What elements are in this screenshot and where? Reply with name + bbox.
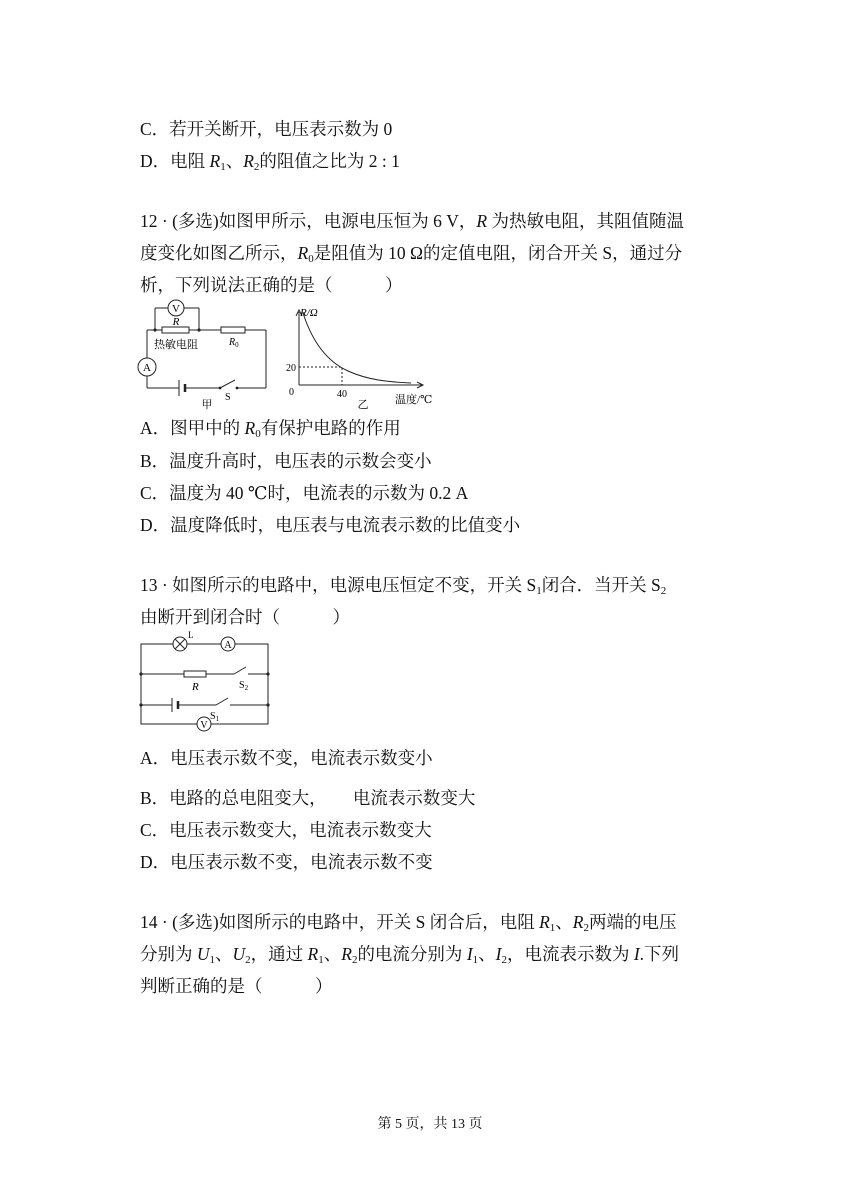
q13-option-c: C．电压表示数变大，电流表示数变大 [140, 820, 432, 840]
switch-s2-label: $S_2$ [239, 680, 249, 692]
q11-option-d: D．电阻 $R_1$、$R_2$的阻值之比为 2 : 1 [140, 151, 400, 173]
q13-option-b: B．电路的总电阻变大， 电流表示数变大 [140, 788, 476, 808]
ammeter-label: A [143, 362, 151, 374]
resistor-r-label: R [192, 681, 199, 693]
lamp-label: L [188, 630, 194, 640]
ammeter-label: A [224, 640, 232, 651]
q12-option-b: B．温度升高时，电压表的示数会变小 [140, 451, 432, 471]
q12-stem-line3: 析，下列说法正确的是（ ） [140, 275, 403, 295]
graph-xlabel: 温度/℃ [395, 394, 433, 406]
q14-stem-line2: 分别为 $U_1$、$U_2$，通过 $R_1$、$R_2$的电流分别为 $I_1$、$I_2$，电流表示数为 I.下列 [140, 944, 680, 966]
q12-resistance-graph [283, 302, 443, 410]
q14-stem-line3: 判断正确的是（ ） [140, 976, 333, 996]
graph-origin: 0 [289, 387, 294, 398]
q11-option-c: C．若开关断开，电压表示数为 0 [140, 119, 393, 139]
q13-option-d: D．电压表示数不变，电流表示数不变 [140, 852, 433, 872]
voltmeter-label: V [172, 303, 180, 315]
switch-s1-label: $S_1$ [210, 711, 220, 723]
voltmeter-label: V [200, 720, 208, 731]
q12-option-d: D．温度降低时，电压表与电流表示数的比值变小 [140, 515, 521, 535]
q13-stem-line2: 由断开到闭合时（ ） [140, 607, 350, 627]
q12-circuit-figure [135, 296, 270, 411]
q14-stem-line1: 14 · (多选)如图所示的电路中，开关 S 闭合后，电阻 $R_1$、$R_2$两端的电压 [140, 912, 677, 934]
q12-option-c: C．温度为 40 ℃时，电流表的示数为 0.2 A [140, 483, 469, 503]
thermistor-label: 热敏电阻 [154, 339, 198, 351]
q13-option-a: A．电压表示数不变，电流表示数变小 [140, 748, 433, 768]
q12-stem-line1: 12 · (多选)如图甲所示，电源电压恒为 6 V，R 为热敏电阻，其阻值随温 [140, 211, 684, 231]
r0-label: $R_0$ [229, 337, 239, 349]
thermistor-r-label: R [172, 316, 180, 328]
resistance-curve [303, 313, 411, 383]
graph-ylabel: R/Ω [300, 307, 318, 319]
figure-jia-caption: 甲 [201, 399, 213, 411]
figure-yi-caption: 乙 [357, 399, 369, 410]
switch-s-label: S [225, 392, 231, 403]
q12-stem-line2: 度变化如图乙所示，$R_0$是阻值为 10 Ω的定值电阻，闭合开关 S，通过分 [140, 243, 683, 265]
graph-x-tick: 40 [337, 389, 347, 400]
graph-y-tick: 20 [286, 363, 296, 374]
q13-stem-line1: 13 · 如图所示的电路中，电源电压恒定不变，开关 $S_1$闭合．当开关 $S_2$ [140, 575, 667, 597]
q13-circuit-figure [136, 630, 272, 742]
q12-option-a: A．图甲中的 $R_0$有保护电路的作用 [140, 418, 401, 440]
page-footer: 第 5 页，共 13 页 [377, 1117, 483, 1132]
